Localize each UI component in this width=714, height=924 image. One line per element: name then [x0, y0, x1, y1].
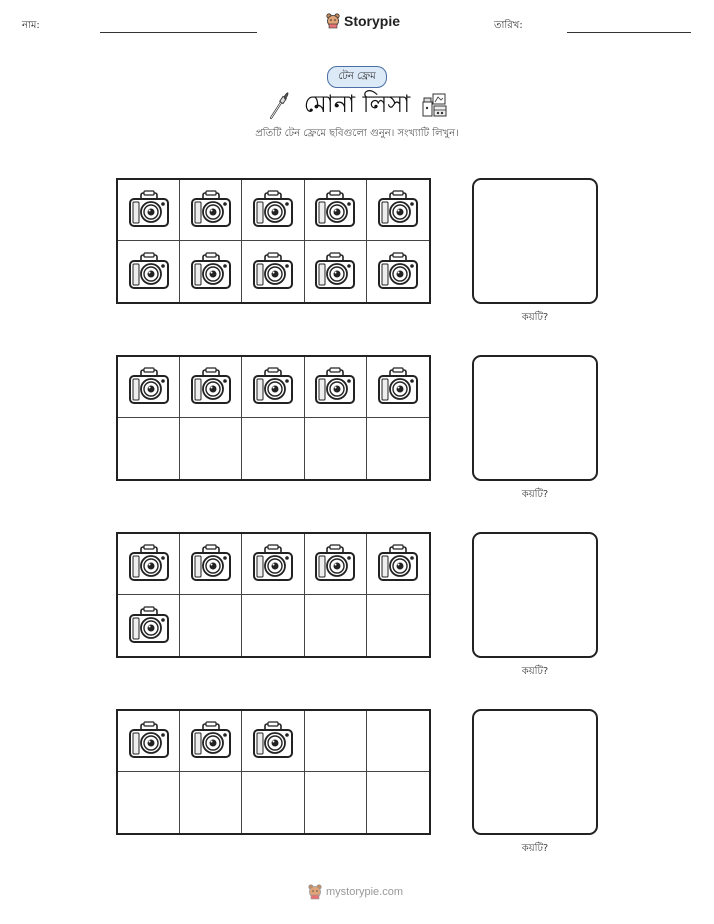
frame-cell	[305, 418, 367, 479]
instructions: প্রতিটি টেন ফ্রেমে ছবিগুলো গুনুন। সংখ্যাটি লিখুন।	[255, 128, 459, 139]
frame-cell	[242, 357, 304, 418]
camera-icon	[189, 367, 233, 407]
frame-cell	[180, 595, 242, 656]
frame-cell	[118, 418, 180, 479]
date-label: তারিখ:	[494, 20, 523, 31]
answer-label-1: কয়টি?	[521, 312, 549, 323]
frame-cell	[242, 711, 304, 772]
camera-icon	[127, 190, 171, 230]
bear-mascot-icon	[308, 884, 322, 900]
answer-label-4: কয়টি?	[521, 843, 549, 854]
answer-box-3[interactable]	[472, 532, 598, 658]
camera-icon	[313, 252, 357, 292]
frame-cell	[180, 241, 242, 302]
frame-cell	[180, 418, 242, 479]
camera-icon	[189, 544, 233, 584]
camera-icon	[189, 721, 233, 761]
camera-icon	[313, 544, 357, 584]
frame-cell	[305, 534, 367, 595]
frame-cell	[242, 595, 304, 656]
frame-cell	[305, 357, 367, 418]
camera-icon	[189, 190, 233, 230]
footer-site: mystorypie.com	[326, 886, 404, 898]
answer-box-2[interactable]	[472, 355, 598, 481]
frame-cell	[118, 595, 180, 656]
ten-frame-4	[116, 709, 431, 835]
frame-cell	[367, 711, 429, 772]
frame-cell	[305, 772, 367, 833]
camera-icon	[127, 544, 171, 584]
answer-label-2: কয়টি?	[521, 489, 549, 500]
camera-icon	[189, 252, 233, 292]
brand-logo	[326, 13, 400, 29]
brand-name: Storypie	[344, 13, 401, 29]
answer-label-3: কয়টি?	[521, 666, 549, 677]
camera-icon	[376, 252, 420, 292]
topic-badge: টেন ফ্রেম	[327, 66, 387, 88]
frame-cell	[367, 534, 429, 595]
frame-cell	[180, 711, 242, 772]
camera-icon	[127, 367, 171, 407]
frame-cell	[180, 357, 242, 418]
frame-cell	[305, 711, 367, 772]
frame-cell	[367, 241, 429, 302]
frame-cell	[118, 241, 180, 302]
camera-icon	[376, 367, 420, 407]
camera-icon	[127, 252, 171, 292]
frame-cell	[242, 534, 304, 595]
page-title: মোনা লিসা	[303, 90, 411, 118]
answer-box-1[interactable]	[472, 178, 598, 304]
frame-cell	[242, 180, 304, 241]
ten-frame-2	[116, 355, 431, 481]
ten-frame-1	[116, 178, 431, 304]
name-label: নাম:	[22, 20, 40, 31]
camera-icon	[251, 367, 295, 407]
camera-icon	[313, 367, 357, 407]
frame-cell	[118, 180, 180, 241]
camera-icon	[376, 190, 420, 230]
frame-cell	[305, 180, 367, 241]
art-supplies-icon	[420, 90, 450, 120]
frame-cell	[242, 772, 304, 833]
paintbrush-icon	[268, 92, 290, 120]
frame-cell	[118, 711, 180, 772]
frame-cell	[305, 241, 367, 302]
frame-cell	[180, 180, 242, 241]
camera-icon	[127, 606, 171, 646]
frame-cell	[242, 418, 304, 479]
frame-cell	[367, 772, 429, 833]
frame-cell	[367, 180, 429, 241]
frame-cell	[118, 772, 180, 833]
frame-cell	[118, 357, 180, 418]
camera-icon	[313, 190, 357, 230]
frame-cell	[118, 534, 180, 595]
bear-mascot-icon	[326, 13, 340, 29]
frame-cell	[242, 241, 304, 302]
frame-cell	[305, 595, 367, 656]
frame-cell	[367, 418, 429, 479]
frame-cell	[367, 357, 429, 418]
answer-box-4[interactable]	[472, 709, 598, 835]
camera-icon	[251, 544, 295, 584]
camera-icon	[251, 721, 295, 761]
frame-cell	[180, 772, 242, 833]
name-line[interactable]	[100, 32, 257, 33]
frame-cell	[180, 534, 242, 595]
camera-icon	[127, 721, 171, 761]
camera-icon	[376, 544, 420, 584]
camera-icon	[251, 252, 295, 292]
camera-icon	[251, 190, 295, 230]
footer	[308, 884, 403, 900]
ten-frame-3	[116, 532, 431, 658]
frame-cell	[367, 595, 429, 656]
date-line[interactable]	[567, 32, 691, 33]
